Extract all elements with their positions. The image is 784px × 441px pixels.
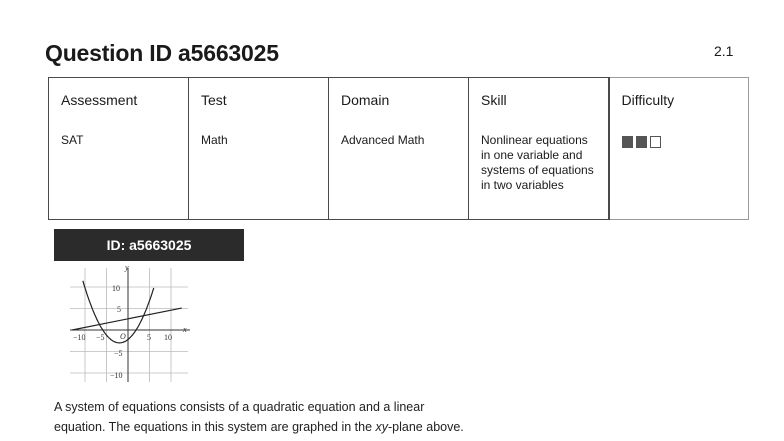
skill-cell bbox=[469, 78, 609, 220]
x-tick-label: −10 bbox=[73, 333, 86, 342]
question-variable: xy bbox=[375, 420, 389, 434]
skill-value: Nonlinear equations in one variable and systems of equations in two variables bbox=[481, 133, 594, 192]
y-tick-label: 10 bbox=[112, 284, 120, 293]
difficulty-square-filled bbox=[622, 136, 633, 148]
difficulty-meter bbox=[622, 136, 737, 148]
difficulty-square-filled bbox=[636, 136, 647, 148]
skill-label: Skill bbox=[481, 92, 507, 108]
question-line-2-b: -plane above. bbox=[388, 420, 464, 434]
linear-line bbox=[72, 308, 182, 330]
question-line-1: A system of equations consists of a quadratic equation and a linear bbox=[54, 400, 425, 414]
domain-cell bbox=[329, 78, 469, 220]
difficulty-square-empty bbox=[650, 136, 661, 148]
assessment-cell bbox=[49, 78, 189, 220]
page-title: Question ID a5663025 bbox=[45, 40, 279, 66]
page-number: 2.1 bbox=[714, 43, 734, 59]
question-line-2-a: equation. The equations in this system are graphed in the bbox=[54, 420, 376, 434]
y-tick-label: 5 bbox=[117, 305, 121, 314]
y-tick-label: −5 bbox=[114, 349, 123, 358]
x-tick-label: −5 bbox=[96, 333, 105, 342]
graph-grid bbox=[70, 268, 188, 382]
test-label: Test bbox=[201, 92, 227, 108]
info-table bbox=[48, 77, 749, 220]
y-tick-label: −10 bbox=[110, 371, 123, 380]
test-value: Math bbox=[201, 133, 228, 147]
x-tick-label: 5 bbox=[147, 333, 151, 342]
x-axis-label: x bbox=[183, 325, 187, 334]
assessment-label: Assessment bbox=[61, 92, 138, 108]
origin-label: O bbox=[120, 332, 126, 341]
assessment-value: SAT bbox=[61, 133, 84, 147]
x-tick-label: 10 bbox=[164, 333, 172, 342]
y-axis-label: y bbox=[125, 264, 129, 272]
system-graph bbox=[66, 264, 190, 384]
question-text bbox=[54, 397, 504, 437]
test-cell bbox=[189, 78, 329, 220]
domain-value: Advanced Math bbox=[341, 133, 425, 147]
id-banner: ID: a5663025 bbox=[54, 229, 244, 261]
question-line-2 bbox=[54, 417, 504, 437]
difficulty-cell bbox=[609, 78, 749, 220]
difficulty-label: Difficulty bbox=[621, 92, 675, 108]
domain-label: Domain bbox=[341, 92, 390, 108]
